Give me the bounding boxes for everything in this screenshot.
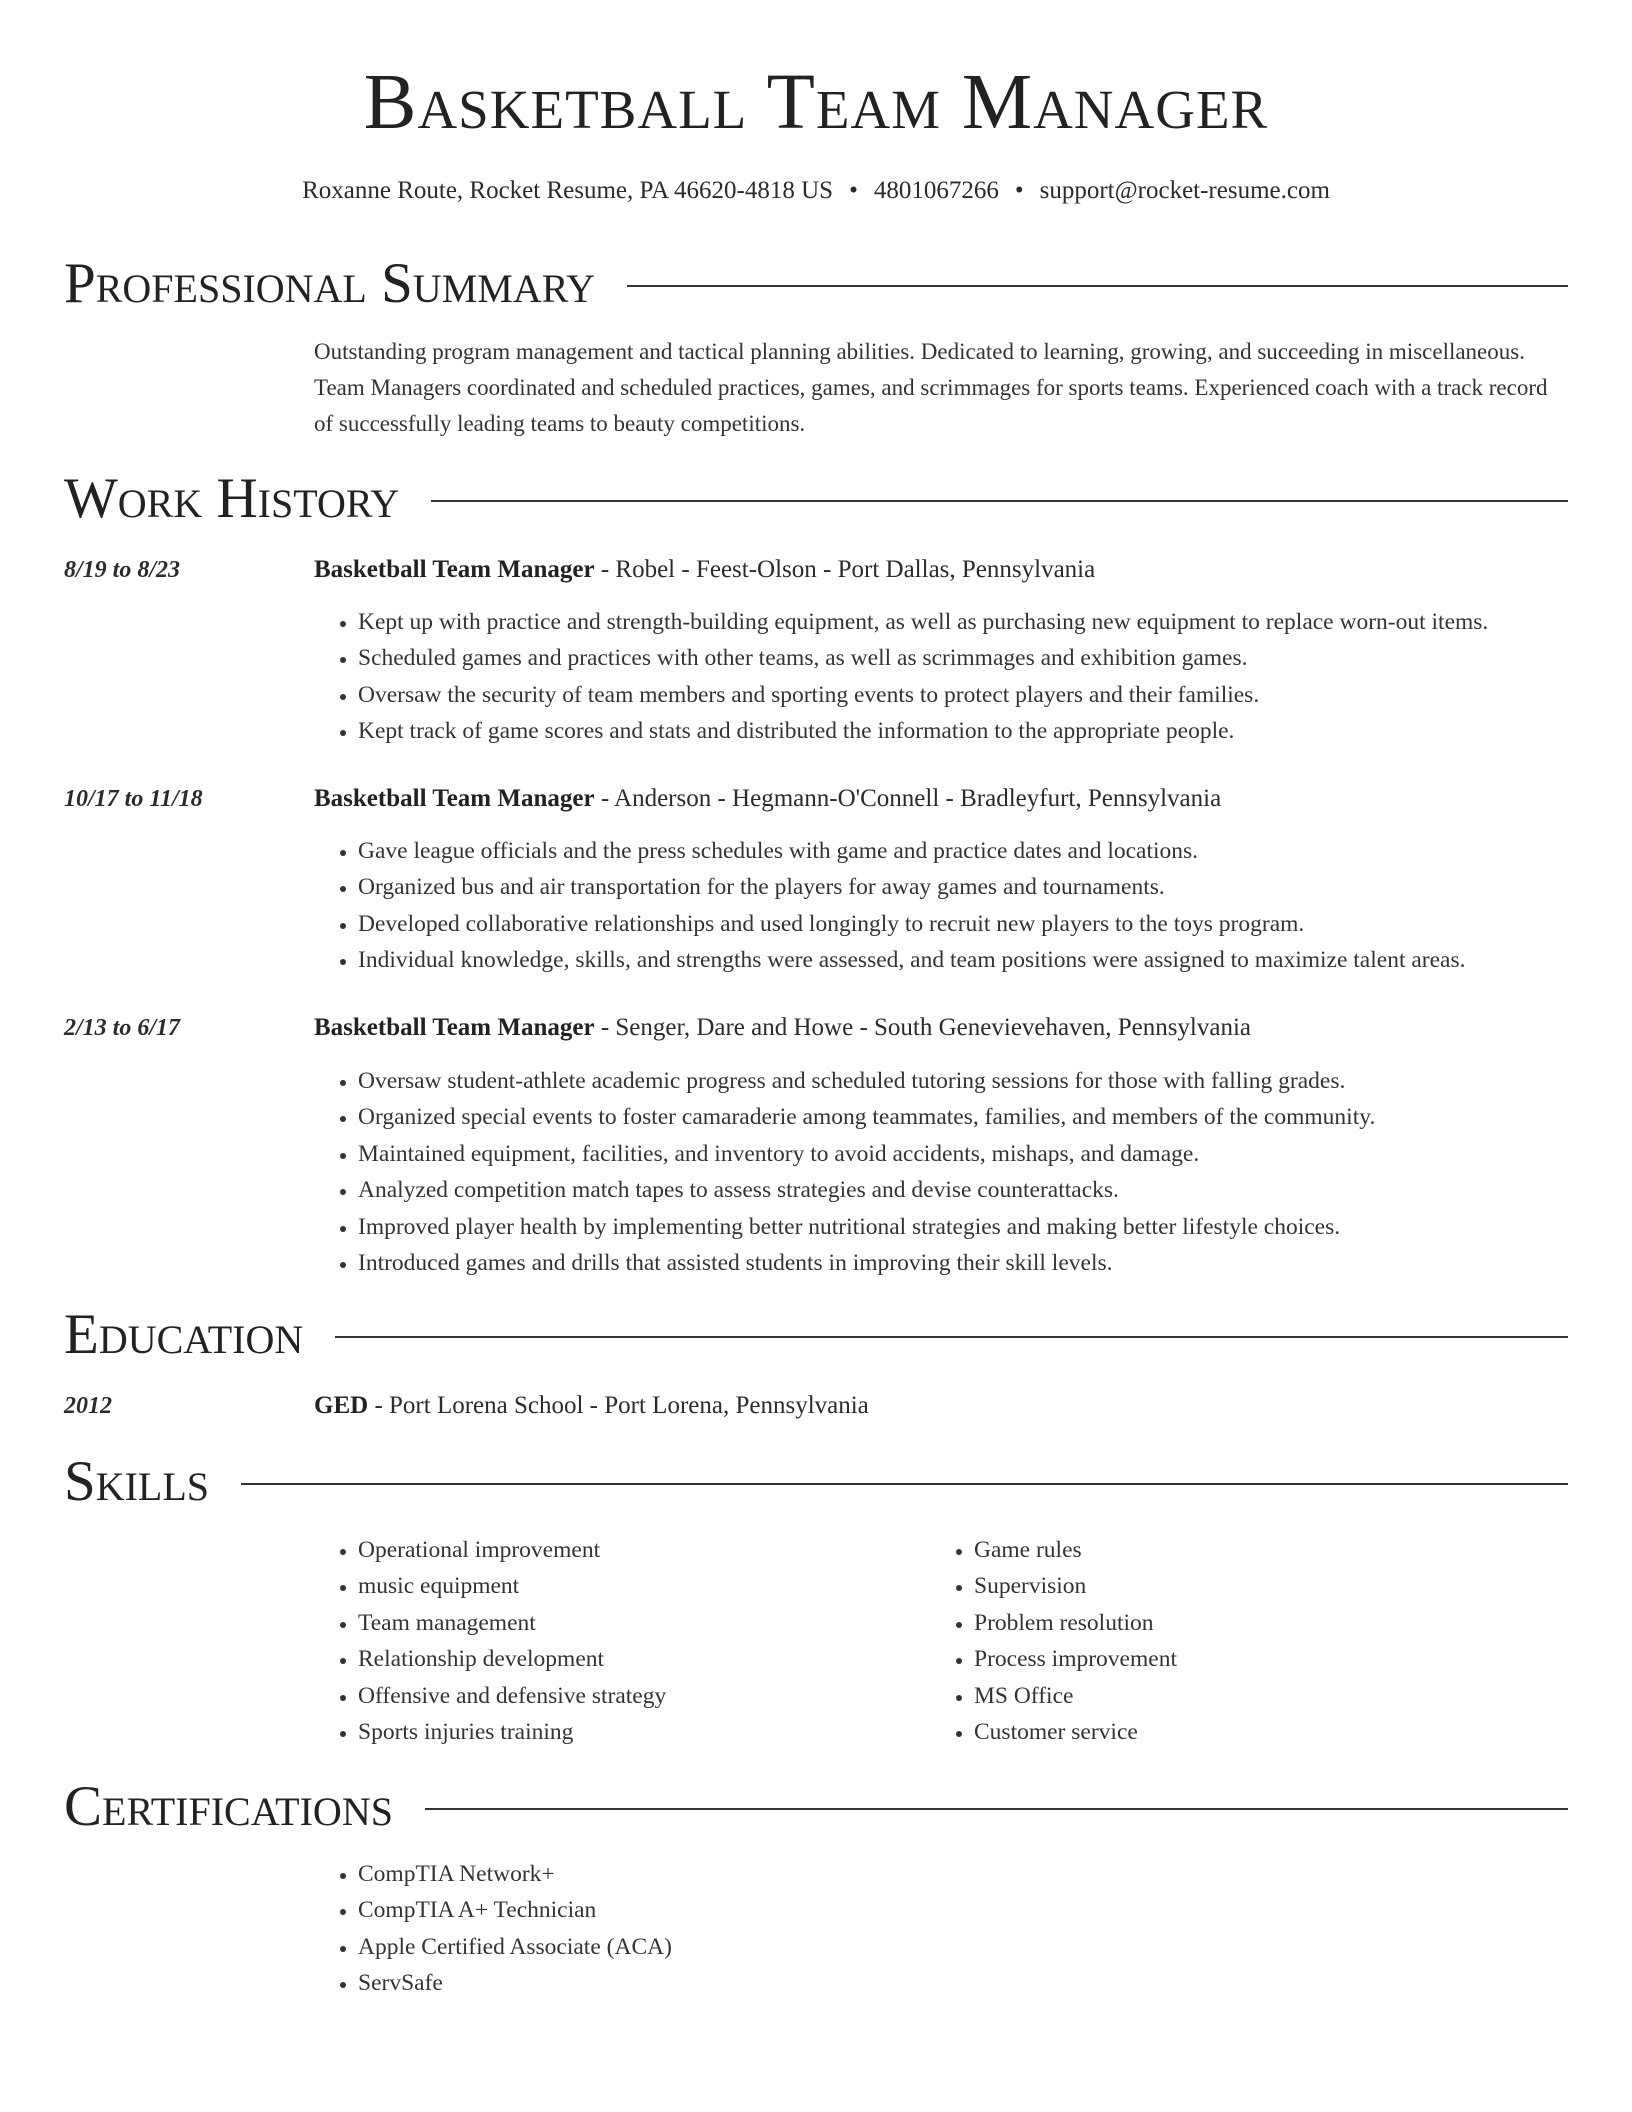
- job-bullet: • Organized special events to foster camaraderie among teammates, families, and members of the community.: [358, 1099, 1568, 1135]
- contact-separator: •: [849, 177, 858, 204]
- job-bullet: • Maintained equipment, facilities, and inventory to avoid accidents, mishaps, and damage.: [358, 1136, 1568, 1172]
- skill-item: • Problem resolution: [974, 1605, 1568, 1641]
- contact-address: Roxanne Route, Rocket Resume, PA 46620-4818 US: [302, 177, 834, 204]
- certification-item: • CompTIA Network+: [358, 1856, 1568, 1892]
- job-title: Basketball Team Manager: [314, 785, 595, 812]
- job-bullet: • Kept up with practice and strength-building equipment, as well as purchasing new equipment to replace worn-out items.: [358, 604, 1568, 640]
- section-professional-summary: [64, 252, 1568, 316]
- job-bullet: • Gave league officials and the press schedules with game and practice dates and locations.: [358, 833, 1568, 869]
- skill-item: • Operational improvement: [358, 1532, 924, 1568]
- section-heading: Professional Summary: [64, 252, 596, 315]
- job-bullet: • Oversaw the security of team members and sporting events to protect players and their families.: [358, 677, 1568, 713]
- resume-title: Basketball Team Manager: [363, 59, 1269, 146]
- job-title: Basketball Team Manager: [314, 556, 595, 583]
- skills-list-right: [930, 1532, 1568, 1750]
- job-bullets: [314, 833, 1568, 979]
- skill-item: • Team management: [358, 1605, 924, 1641]
- job-bullet: • Improved player health by implementing better nutritional strategies and making better lifestyle choices.: [358, 1209, 1568, 1245]
- section-education: [64, 1303, 1568, 1367]
- skill-item: • Sports injuries training: [358, 1714, 924, 1750]
- education-year: 2012: [64, 1393, 112, 1419]
- section-skills: [64, 1450, 1568, 1514]
- certification-item: • Apple Certified Associate (ACA): [358, 1929, 1568, 1965]
- job-details: - Robel - Feest-Olson - Port Dallas, Pennsylvania: [594, 556, 1096, 583]
- section-work-history: [64, 467, 1568, 531]
- education-entry: [314, 1388, 1568, 1424]
- skill-item: • music equipment: [358, 1568, 924, 1604]
- certifications-list: [314, 1856, 1568, 2002]
- skill-item: • Process improvement: [974, 1641, 1568, 1677]
- section-heading: Skills: [64, 1450, 210, 1513]
- job-bullet: • Introduced games and drills that assisted students in improving their skill levels.: [358, 1245, 1568, 1281]
- summary-text: Outstanding program management and tactical planning abilities. Dedicated to learning, growing, and succeeding in miscellaneous. Team Managers coordinated and scheduled practices, games, and scrimmages for sports teams. Experienced coach with a track record of successfully leading teams to beauty competitions.: [314, 339, 1548, 436]
- certification-item: • CompTIA A+ Technician: [358, 1892, 1568, 1928]
- job-bullet: • Organized bus and air transportation for the players for away games and tournaments.: [358, 869, 1568, 905]
- job-dates: 10/17 to 11/18: [64, 786, 203, 812]
- contact-separator: •: [1014, 177, 1024, 204]
- job-heading: [314, 781, 1568, 817]
- skill-item: • Game rules: [974, 1532, 1568, 1568]
- education-details: - Port Lorena School - Port Lorena, Pennsylvania: [368, 1392, 869, 1419]
- skill-item: • MS Office: [974, 1678, 1568, 1714]
- section-heading: Certifications: [64, 1775, 393, 1838]
- section-heading: Education: [64, 1303, 304, 1366]
- job-heading: [314, 1010, 1568, 1046]
- job-bullet: • Kept track of game scores and stats and distributed the information to the appropriate people.: [358, 713, 1568, 749]
- skill-item: • Relationship development: [358, 1641, 924, 1677]
- contact-email: support@rocket-resume.com: [1039, 177, 1330, 204]
- section-heading: Work History: [64, 467, 400, 530]
- job-dates: 8/19 to 8/23: [64, 557, 181, 583]
- job-bullet: • Analyzed competition match tapes to assess strategies and devise counterattacks.: [358, 1172, 1568, 1208]
- certification-item: • ServSafe: [358, 1965, 1568, 2001]
- skill-item: • Customer service: [974, 1714, 1568, 1750]
- education-degree: GED: [314, 1392, 369, 1419]
- job-title: Basketball Team Manager: [314, 1014, 595, 1041]
- job-bullet: • Individual knowledge, skills, and strengths were assessed, and team positions were assigned to maximize talent areas.: [358, 942, 1568, 978]
- job-details: - Anderson - Hegmann-O'Connell - Bradleyfurt, Pennsylvania: [594, 785, 1222, 812]
- job-bullet: • Oversaw student-athlete academic progress and scheduled tutoring sessions for those with falling grades.: [358, 1063, 1568, 1099]
- section-divider: [241, 1483, 1568, 1485]
- skill-item: • Offensive and defensive strategy: [358, 1678, 924, 1714]
- section-certifications: [64, 1775, 1568, 1839]
- section-divider: [425, 1808, 1568, 1810]
- skill-item: • Supervision: [974, 1568, 1568, 1604]
- contact-line: [64, 174, 1568, 208]
- contact-phone: 4801067266: [873, 177, 999, 204]
- section-divider: [335, 1336, 1568, 1338]
- job-dates: 2/13 to 6/17: [64, 1015, 181, 1041]
- section-divider: [627, 285, 1568, 287]
- job-bullet: • Developed collaborative relationships and used longingly to recruit new players to the toys program.: [358, 906, 1568, 942]
- section-divider: [431, 500, 1568, 502]
- job-bullets: [314, 604, 1568, 750]
- job-heading: [314, 552, 1568, 588]
- skills-list-left: [314, 1532, 924, 1750]
- job-bullets: [314, 1063, 1568, 1281]
- job-bullet: • Scheduled games and practices with other teams, as well as scrimmages and exhibition games.: [358, 640, 1568, 676]
- job-details: - Senger, Dare and Howe - South Genevievehaven, Pennsylvania: [594, 1014, 1252, 1041]
